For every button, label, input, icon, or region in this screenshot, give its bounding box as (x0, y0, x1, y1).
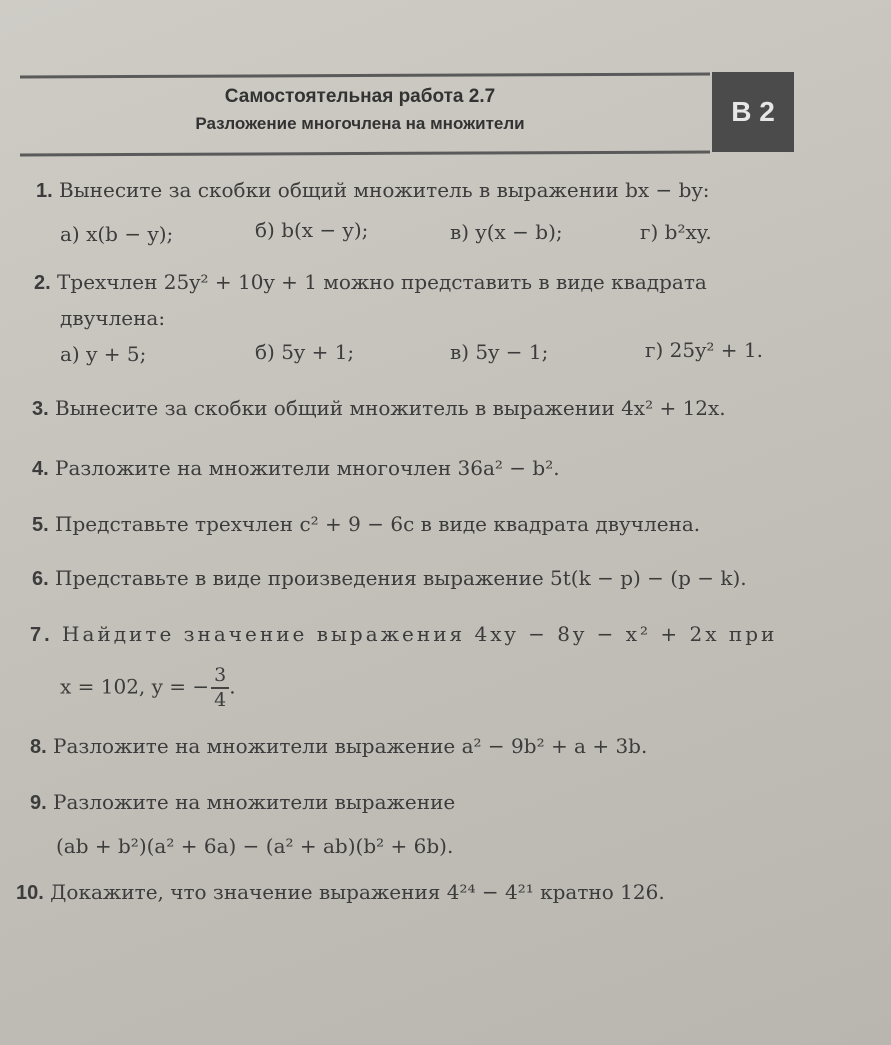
fraction (211, 666, 229, 710)
task-7-continuation (60, 666, 236, 710)
task-7-end: . (229, 674, 236, 699)
task-4 (32, 456, 560, 481)
task-2-answer-c: в) 5y − 1; (450, 340, 549, 364)
fraction-numerator: 3 (211, 666, 229, 689)
task-text: Представьте трехчлен c² + 9 − 6c в виде квадрата двучлена. (55, 512, 701, 536)
task-5 (32, 512, 700, 537)
task-7-values: x = 102, y = − (60, 674, 210, 699)
worksheet-title: Самостоятельная работа 2.7 (224, 86, 496, 107)
task-number: 2. (34, 272, 51, 294)
header-bottom-rule (20, 150, 710, 156)
task-9-expression: (ab + b²)(a² + 6a) − (a² + ab)(b² + 6b). (56, 834, 454, 858)
task-2-answer-d: г) 25y² + 1. (645, 338, 763, 362)
task-2 (34, 270, 707, 295)
task-number: 8. (30, 736, 47, 758)
task-8 (30, 734, 647, 759)
task-number: 9. (30, 792, 47, 814)
task-9 (30, 790, 455, 815)
task-text: Разложите на множители выражение a² − 9b² + a + 3b. (53, 734, 648, 758)
header-top-rule (20, 72, 710, 78)
task-text: Докажите, что значение выражения 4²⁴ − 4²¹ кратно 126. (50, 880, 665, 904)
task-1-answer-d: г) b²xy. (640, 220, 712, 244)
task-text: Вынесите за скобки общий множитель в выражении 4x² + 12x. (55, 396, 726, 420)
task-10 (16, 880, 665, 905)
task-text: Представьте в виде произведения выражение 5t(k − p) − (p − k). (55, 566, 747, 590)
task-text: Трехчлен 25y² + 10y + 1 можно представить в виде квадрата (57, 270, 707, 294)
worksheet-subtitle: Разложение многочлена на множители (195, 114, 525, 133)
task-1-answer-c: в) y(x − b); (450, 220, 563, 244)
task-number: 7. (30, 624, 53, 646)
task-7 (30, 622, 777, 647)
task-2-continuation: двучлена: (60, 306, 166, 330)
task-text: Разложите на множители выражение (53, 790, 456, 814)
task-number: 10. (16, 882, 44, 904)
task-1 (36, 178, 709, 203)
task-number: 4. (32, 458, 49, 480)
variant-badge: B 2 (712, 72, 794, 152)
task-number: 1. (36, 180, 53, 202)
task-text: Вынесите за скобки общий множитель в выражении bx − by: (59, 178, 710, 202)
task-text: Найдите значение выражения 4xy − 8y − x² + 2x при (62, 622, 778, 646)
task-1-answer-a: а) x(b − y); (60, 222, 174, 246)
task-number: 3. (32, 398, 49, 420)
fraction-denominator: 4 (214, 689, 227, 711)
task-text: Разложите на множители многочлен 36a² − b². (55, 456, 560, 480)
task-number: 5. (32, 514, 49, 536)
task-3 (32, 396, 726, 421)
task-6 (32, 566, 747, 591)
task-1-answer-b: б) b(x − y); (255, 218, 369, 242)
task-2-answer-a: а) y + 5; (60, 342, 147, 366)
task-number: 6. (32, 568, 49, 590)
task-2-answer-b: б) 5y + 1; (255, 340, 355, 364)
